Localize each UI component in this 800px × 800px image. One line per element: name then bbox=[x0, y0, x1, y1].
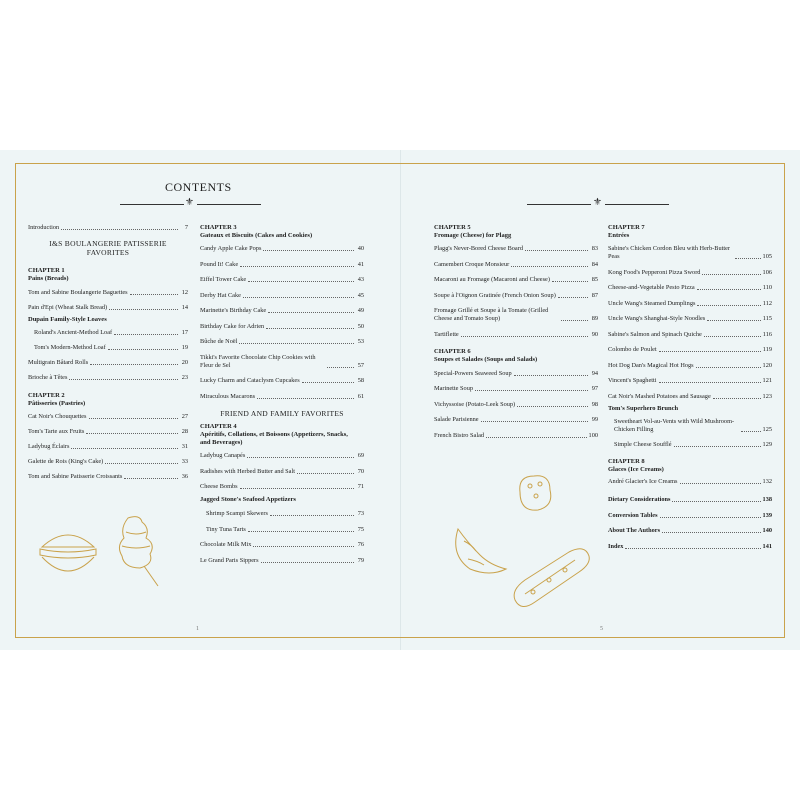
chapter-label: CHAPTER 1 bbox=[28, 267, 65, 274]
toc-entry[interactable]: Kong Food's Pepperoni Pizza Sword 106 bbox=[608, 268, 772, 276]
eclair-illustration bbox=[505, 540, 595, 620]
toc-entry[interactable]: Tom and Sabine Boulangerie Baguettes 12 bbox=[28, 289, 188, 296]
toc-entry[interactable]: Le Grand Paris Sippers 79 bbox=[200, 556, 364, 564]
toc-entry[interactable]: Multigrain Bâtard Rolls 20 bbox=[28, 359, 188, 366]
toc-entry[interactable]: André Glacier's Ice Creams 132 bbox=[608, 478, 772, 485]
toc-entry[interactable]: Ladybug Canapés 69 bbox=[200, 452, 364, 459]
toc-entry[interactable]: Shrimp Scampi Skewers 73 bbox=[206, 510, 364, 517]
fleur-de-lis-icon: ⚜ bbox=[593, 197, 602, 208]
page-number-left: 1 bbox=[196, 626, 199, 632]
contents-title: CONTENTS bbox=[165, 180, 232, 194]
chapter-title: Pains (Breads) bbox=[28, 275, 69, 282]
title-rule-right bbox=[197, 204, 261, 205]
toc-entry[interactable]: Salade Parisienne 99 bbox=[434, 416, 598, 423]
subsection-heading: Jagged Stone's Seafood Appetizers bbox=[200, 496, 296, 503]
toc-entry[interactable]: Chocolate Milk Mix 76 bbox=[200, 541, 364, 548]
toc-entry[interactable]: About The Authors 140 bbox=[608, 527, 772, 534]
toc-column-2 bbox=[200, 224, 364, 565]
toc-entry[interactable]: Hot Dog Dan's Magical Hot Hogs 120 bbox=[608, 361, 772, 369]
toc-entry[interactable]: Vincent's Spaghetti 121 bbox=[608, 377, 772, 384]
toc-entry[interactable]: Candy Apple Cake Pops 40 bbox=[200, 245, 364, 252]
toc-entry[interactable]: Sabine's Chicken Cordon Bleu with Herb-Butter Peas 105 bbox=[608, 245, 772, 260]
chapter-label: CHAPTER 2 bbox=[28, 392, 65, 399]
toc-entry[interactable]: Conversion Tables 139 bbox=[608, 511, 772, 519]
toc-entry[interactable]: Sweetheart Vol-au-Vents with Wild Mushroom-Chicken Filling 125 bbox=[614, 417, 772, 433]
section-heading: FRIEND AND FAMILY FAVORITES bbox=[220, 408, 344, 418]
toc-entry[interactable]: Sabine's Salmon and Spinach Quiche 116 bbox=[608, 330, 772, 338]
chapter-label: CHAPTER 3 bbox=[200, 224, 237, 231]
chapter-title: Gateaux et Biscuits (Cakes and Cookies) bbox=[200, 232, 313, 239]
chapter-label: CHAPTER 5 bbox=[434, 224, 471, 231]
chapter-label: CHAPTER 8 bbox=[608, 458, 645, 465]
toc-entry[interactable]: Uncle Wang's Steamed Dumplings 112 bbox=[608, 299, 772, 307]
toc-entry[interactable]: Cheese-and-Vegetable Pesto Pizza 110 bbox=[608, 284, 772, 291]
toc-entry[interactable]: Marinette's Birthday Cake 49 bbox=[200, 307, 364, 314]
chapter-label: CHAPTER 4 bbox=[200, 423, 237, 430]
page-number-right: 5 bbox=[600, 626, 603, 632]
macaron-illustration bbox=[38, 525, 98, 585]
chapter-title: Pâtisseries (Pastries) bbox=[28, 400, 86, 407]
toc-entry[interactable]: Simple Cheese Soufflé 129 bbox=[614, 441, 772, 448]
toc-entry[interactable]: Roland's Ancient-Method Loaf 17 bbox=[34, 329, 188, 336]
toc-entry[interactable]: Plagg's Never-Bored Cheese Board 83 bbox=[434, 245, 598, 252]
toc-entry[interactable]: Tartiflette 90 bbox=[434, 330, 598, 338]
chouquette-illustration bbox=[512, 470, 558, 516]
chapter-label: CHAPTER 7 bbox=[608, 224, 645, 231]
header-rule-right bbox=[605, 204, 669, 205]
toc-entry[interactable]: Index 141 bbox=[608, 542, 772, 550]
toc-entry[interactable]: Brioche à Têtes 23 bbox=[28, 374, 188, 381]
chapter-title: Entrées bbox=[608, 232, 630, 239]
section-heading: I&S BOULANGERIE PATISSERIE FAVORITES bbox=[49, 239, 167, 257]
chapter-title: Soupes et Salades (Soups and Salads) bbox=[434, 355, 538, 363]
toc-entry[interactable]: Bûche de Noël 53 bbox=[200, 338, 364, 345]
toc-entry[interactable]: Dietary Considerations 138 bbox=[608, 496, 772, 503]
toc-entry[interactable]: Special-Powers Seaweed Soup 94 bbox=[434, 369, 598, 377]
toc-entry[interactable]: Camembert Croque Monsieur 84 bbox=[434, 260, 598, 268]
toc-entry[interactable]: Tom's Tarte aux Fruits 28 bbox=[28, 428, 188, 435]
toc-entry[interactable]: Cat Noir's Chouquettes 27 bbox=[28, 413, 188, 420]
toc-entry[interactable]: Cat Noir's Mashed Potatoes and Sausage 123 bbox=[608, 392, 772, 400]
toc-entry[interactable]: Pain d'Epi (Wheat Stalk Bread) 14 bbox=[28, 304, 188, 311]
croissant-illustration bbox=[450, 525, 510, 580]
toc-entry[interactable]: Tiny Tuna Tarts 75 bbox=[206, 525, 364, 533]
toc-entry[interactable]: Fromage Grillé et Soupe à la Tomate (Grilled Cheese and Tomato Soup) 89 bbox=[434, 307, 598, 322]
toc-entry[interactable]: Colombo de Poulet 119 bbox=[608, 346, 772, 353]
toc-entry[interactable]: Vichyssoise (Potato-Leek Soup) 98 bbox=[434, 400, 598, 408]
toc-entry[interactable]: Introduction 7 bbox=[28, 224, 188, 231]
toc-column-3 bbox=[434, 224, 598, 440]
subsection-heading: Tom's Superhero Brunch bbox=[608, 404, 679, 412]
toc-entry[interactable]: Miraculous Macarons 61 bbox=[200, 392, 364, 400]
toc-entry[interactable]: Galette de Rois (King's Cake) 33 bbox=[28, 458, 188, 465]
toc-entry[interactable]: Marinette Soup 97 bbox=[434, 385, 598, 392]
chapter-label: CHAPTER 6 bbox=[434, 347, 471, 355]
toc-entry[interactable]: Macaroni au Fromage (Macaroni and Cheese) 85 bbox=[434, 276, 598, 283]
chapter-title: Glaces (Ice Creams) bbox=[608, 466, 664, 473]
toc-entry[interactable]: Derby Hat Cake 45 bbox=[200, 291, 364, 299]
toc-column-4 bbox=[608, 224, 772, 551]
toc-entry[interactable]: Tom's Modern-Method Loaf 19 bbox=[34, 344, 188, 351]
header-rule-left bbox=[527, 204, 591, 205]
toc-entry[interactable]: Birthday Cake for Adrien 50 bbox=[200, 322, 364, 330]
fleur-de-lis-icon: ⚜ bbox=[185, 197, 194, 208]
toc-entry[interactable]: French Bistro Salad 100 bbox=[434, 431, 598, 439]
chapter-title: Apéritifs, Collations, et Boissons (Appetizers, Snacks, and Beverages) bbox=[200, 431, 348, 446]
toc-entry[interactable]: Eiffel Tower Cake 43 bbox=[200, 276, 364, 283]
chapter-title: Fromage (Cheese) for Plagg bbox=[434, 232, 512, 239]
meringue-pop-illustration bbox=[110, 512, 170, 592]
toc-entry[interactable]: Lucky Charm and Cataclysm Cupcakes 58 bbox=[200, 377, 364, 384]
toc-entry[interactable]: Radishes with Herbed Butter and Salt 70 bbox=[200, 467, 364, 475]
toc-entry[interactable]: Cheese Bombs 71 bbox=[200, 483, 364, 490]
toc-entry[interactable]: Tom and Sabine Patisserie Croissants 36 bbox=[28, 473, 188, 480]
toc-entry[interactable]: Tikki's Favorite Chocolate Chip Cookies with Fleur de Sel 57 bbox=[200, 353, 364, 369]
subsection-heading: Dupain Family-Style Loaves bbox=[28, 316, 107, 323]
toc-column-1 bbox=[28, 224, 188, 481]
toc-entry[interactable]: Uncle Wang's Shanghai-Style Noodles 115 bbox=[608, 315, 772, 322]
toc-entry[interactable]: Pound It! Cake 41 bbox=[200, 260, 364, 268]
toc-entry[interactable]: Ladybug Éclairs 31 bbox=[28, 443, 188, 450]
toc-entry[interactable]: Soupe à l'Oignon Gratinée (French Onion Soup) 87 bbox=[434, 291, 598, 299]
title-rule-left bbox=[120, 204, 184, 205]
